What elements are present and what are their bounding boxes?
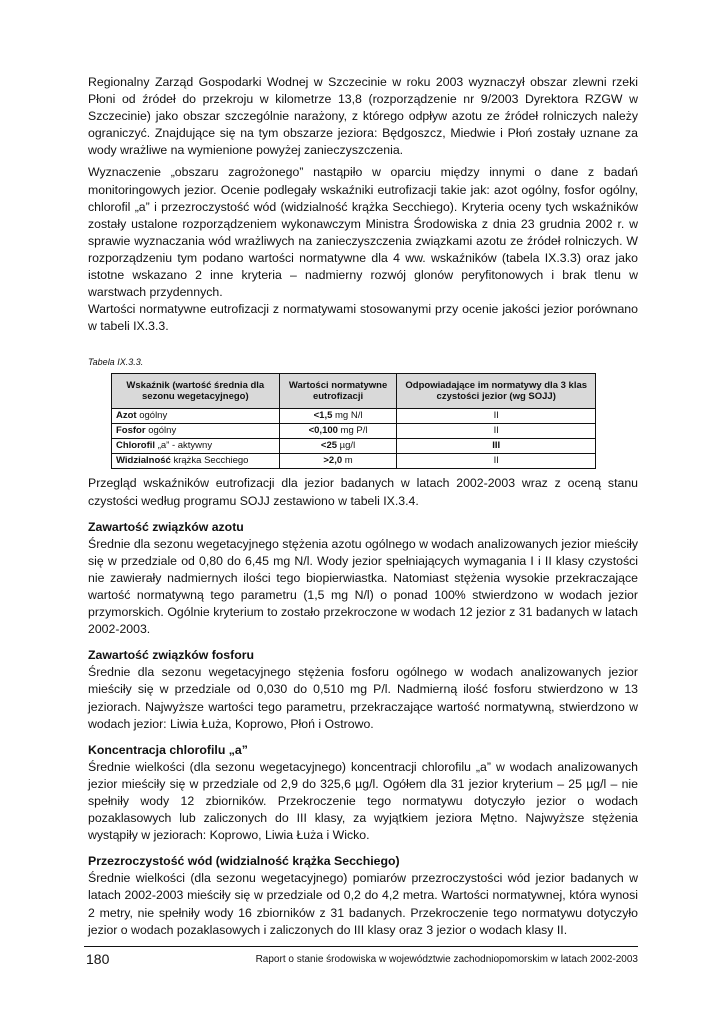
indicator-cell: Chlorofil „a” - aktywny — [112, 439, 280, 454]
page-number: 180 — [86, 951, 110, 967]
table-caption: Tabela IX.3.3. — [88, 357, 144, 368]
paragraph-intro: Regionalny Zarząd Gospodarki Wodnej w Szczecinie w roku 2003 wyznaczył obszar zlewni rzeki Płoni od źródeł do przekroju w kilometrze 13,8 (rozporządzenie nr 9/2003 Dyrektora RZGW w Szczecinie) jako obszar szczególnie narażony, z którego odpływ azotu ze źródeł rolniczych należy ograniczyć. Znajdujące się na tym obszarze jeziora: Będgoszcz, Miedwie i Płoń zostały uznane za wody wrażliwe na wymienione powyżej zanieczyszczenia. — [88, 75, 638, 158]
class-cell: II — [397, 409, 596, 424]
indicator-cell: Azot ogólny — [112, 409, 280, 424]
paragraph-overview: Przegląd wskaźników eutrofizacji dla jezior badanych w latach 2002-2003 wraz z oceną stanu czystości według programu SOJJ zestawiono w tabeli IX.3.4. — [88, 476, 638, 508]
paragraph-threat-area: Wyznaczenie „obszaru zagrożonego” nastąpiło w oparciu między innymi o dane z badań monitoringowych jezior. Ocenie podlegały wskaźniki eutrofizacji takie jak: azot ogólny, fosfor ogólny, chlorofil „a” i przezroczystość wód (widzialność krążka Secchiego). Kryteria oceny tych wskaźników zostały ustalone rozporządzeniem wykonawczym Ministra Środowiska z dnia 23 grudnia 2002 r. w sprawie wyznaczania wód wrażliwych na zanieczyszczenia związkami azotu ze źródeł rolniczych. W rozporządzeniu tym podano wartości normatywne dla 4 ww. wskaźników (tabela IX.3.3) oraz jako istotne wskazano 2 inne kryteria – nadmierny rozwój glonów peryfitonowych i brak tlenu w warstwach przydennych. — [88, 165, 638, 300]
header-classes: Odpowiadające im normatywy dla 3 klas czystości jezior (wg SOJJ) — [397, 374, 596, 409]
section-heading-transparency: Przezroczystość wód (widzialność krążka Secchiego) — [88, 854, 400, 869]
section-heading-phosphorus: Zawartość związków fosforu — [88, 648, 255, 663]
class-cell: II — [397, 454, 596, 469]
section-heading-nitrogen: Zawartość związków azotu — [88, 519, 244, 534]
eutrophication-table — [111, 373, 596, 469]
header-indicator: Wskaźnik (wartość średnia dla sezonu wegetacyjnego) — [112, 374, 280, 409]
section-text-transparency: Średnie wielkości (dla sezonu wegetacyjnego) pomiarów przezroczystości wód jezior badanych w latach 2002-2003 mieściły się w przedziale od 0,2 do 4,2 metra. Wartości normatywnej, która wynosi 2 metry, nie spełniły wody 16 zbiorników z 31 badanych. Przekroczenie tego normatywu dotyczyło jezior o wodach pozaklasowych i zaliczonych do III klasy oraz 3 jezior o wodach klasy II. — [88, 871, 638, 937]
table-row — [112, 439, 596, 454]
normative-cell: <25 µg/l — [279, 439, 397, 454]
class-cell: II — [397, 424, 596, 439]
document-body — [88, 74, 638, 939]
table-row — [112, 424, 596, 439]
footer-title: Raport o stanie środowiska w województwie zachodniopomorskim w latach 2002-2003 — [255, 954, 638, 965]
normative-cell: <0,100 mg P/l — [279, 424, 397, 439]
header-normative: Wartości normatywne eutrofizacji — [279, 374, 397, 409]
section-text-nitrogen: Średnie dla sezonu wegetacyjnego stężenia azotu ogólnego w wodach analizowanych jezior mieściły się w przedziale od 0,80 do 6,45 mg N/l. Wody jezior spełniających wymagania I i II klasy czystości nie zawierały nadmiernych ilości tego biopierwiastka. Natomiast stężenia wysokie przekraczające wartość normatywną tego parametru (1,5 mg N/l) o ponad 100% stwierdzono w wodach jezior przymorskich. Ogólnie kryterium to zostało przekroczone w wodach 12 jezior z 31 badanych w latach 2002-2003. — [88, 536, 638, 637]
table-row — [112, 409, 596, 424]
indicator-cell: Fosfor ogólny — [112, 424, 280, 439]
paragraph-table-ref: Wartości normatywne eutrofizacji z normatywami stosowanymi przy ocenie jakości jezior porównano w tabeli IX.3.3. — [88, 302, 638, 334]
normative-cell: <1,5 mg N/l — [279, 409, 397, 424]
section-heading-chlorophyll: Koncentracja chlorofilu „a” — [88, 742, 248, 757]
section-text-phosphorus: Średnie dla sezonu wegetacyjnego stężenia fosforu ogólnego w wodach analizowanych jezior mieściły się w przedziale od 0,030 do 0,510 mg P/l. Nadmierną ilość fosforu stwierdzono w 13 jeziorach. Najwyższe wartości tego parametru, przekraczające wartość normatywną, stwierdzono w wodach jezior: Liwia Łuża, Koprowo, Płoń i Ostrowo. — [88, 665, 638, 731]
indicator-cell: Widzialność krążka Secchiego — [112, 454, 280, 469]
normative-cell: >2,0 m — [279, 454, 397, 469]
class-cell: III — [397, 439, 596, 454]
footer-divider — [84, 946, 638, 947]
table-row — [112, 454, 596, 469]
section-text-chlorophyll: Średnie wielkości (dla sezonu wegetacyjnego) koncentracji chlorofilu „a” w wodach analizowanych jezior mieściły się w przedziale od 2,9 do 325,6 µg/l. Ogółem dla 31 jezior kryterium – 25 µg/l – nie spełniły wody 12 zbiorników. Przekroczenie tego normatywu dotyczyło jezior o wodach pozaklasowych lub zaliczonych do III klasy, za wyjątkiem jeziora Mętno. Najwyższe stężenia wystąpiły w jeziorach: Koprowo, Liwia Łuża i Wicko. — [88, 759, 638, 843]
table-header-row — [112, 374, 596, 409]
